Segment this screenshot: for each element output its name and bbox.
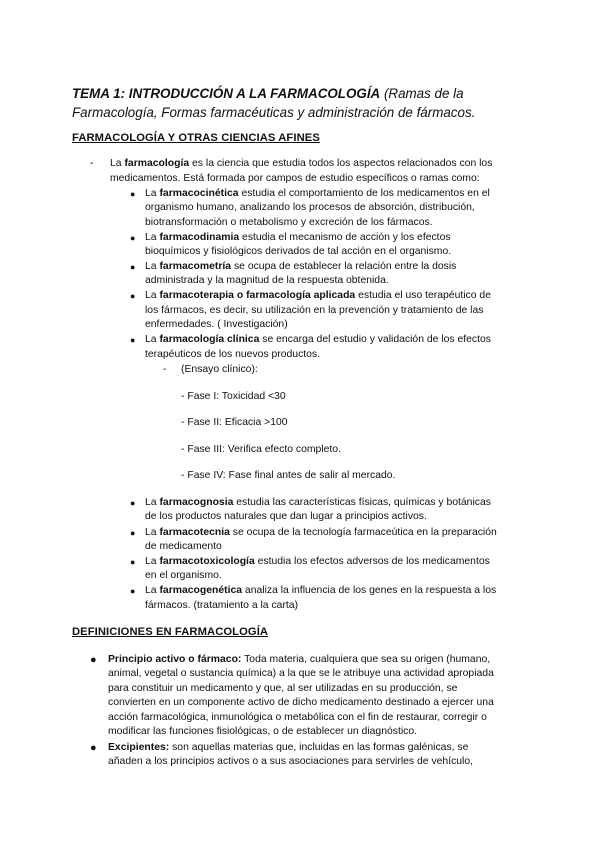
item-line: de medicamento: [145, 541, 222, 552]
term-farmacologia: farmacología: [124, 158, 190, 169]
phase-3: - Fase III: Verifica efecto completo.: [181, 444, 341, 455]
title-subtitle: (Ramas de la Farmacología, Formas farmacéuticas y administración de fármacos.: [72, 86, 476, 120]
item-line: administrada y la magnitud de la respuesta obtenida.: [145, 275, 389, 286]
bullet-dot: ●: [130, 233, 136, 243]
def-principio-activo: Principio activo o fármaco: Toda materia, cualquiera que sea su origen (humano,: [108, 654, 491, 665]
intro-line-1: La farmacología es la ciencia que estudia todos los aspectos relacionados con los: [110, 158, 493, 169]
item-farmacoterapia: La farmacoterapia o farmacología aplicada estudia el uso terapéutico de: [145, 290, 491, 301]
item-line: fármacos. (tratamiento a la carta): [145, 600, 299, 611]
def-line: convierten en un componente activo de dicho medicamento destinado a ejercer una: [108, 697, 494, 708]
item-farmacocinetica: La farmacocinética estudia el comportamiento de los medicamentos en el: [145, 188, 490, 199]
def-line: animal, vegetal o sustancia química) a la que se le atribuye una actividad apropiada: [108, 668, 494, 679]
bullet-dot: ●: [130, 262, 136, 272]
item-line: terapéuticos de los nuevos productos.: [145, 349, 321, 360]
item-line: bioquímicos y fisiológicos derivados de tal acción en el organismo.: [145, 246, 452, 257]
intro-line-2: medicamentos. Está formada por campos de estudio específicos o ramas como:: [110, 173, 480, 184]
item-line: de los productos naturales que dan lugar a principios activos.: [145, 511, 427, 522]
item-farmacodinamia: La farmacodinamia estudia el mecanismo de acción y los efectos: [145, 232, 451, 243]
clinical-trial-label: (Ensayo clínico):: [181, 364, 258, 375]
bullet-dot: ●: [130, 498, 136, 508]
item-line: organismo humano, analizando los procesos de absorción, distribución,: [145, 202, 475, 213]
def-line: añaden a los principios activos o a sus asociaciones para servirles de vehículo,: [108, 756, 474, 767]
bullet-dot: ●: [130, 335, 136, 345]
item-farmacotecnia: La farmacotecnia se ocupa de la tecnología farmaceútica en la preparación: [145, 527, 497, 538]
bullet-dot: ●: [90, 742, 97, 754]
title-main: TEMA 1: INTRODUCCIÓN A LA FARMACOLOGÍA: [72, 86, 381, 101]
item-line: en el organismo.: [145, 570, 222, 581]
item-farmacotoxicologia: La farmacotoxicología estudia los efectos adversos de los medicamentos: [145, 556, 490, 567]
item-line: los fármacos, es decir, su utilización en la prevención y tratamiento de las: [145, 305, 484, 316]
bullet-dot: ●: [90, 654, 97, 666]
def-line: para constituir un medicamento y que, al ser utilizadas en su producción, se: [108, 683, 458, 694]
phase-4: - Fase IV: Fase final antes de salir al mercado.: [181, 470, 396, 481]
def-excipientes: Excipientes: son aquellas materias que, incluidas en las formas galénicas, se: [108, 742, 469, 753]
def-line: modificar las funciones fisiológicas, o de establecer un diagnóstico.: [108, 726, 418, 737]
item-farmacometria: La farmacometría se ocupa de establecer la relación entre la dosis: [145, 261, 457, 272]
section-heading-definiciones: DEFINICIONES EN FARMACOLOGÍA: [72, 626, 269, 638]
item-line: enfermedades. ( Investigación): [145, 319, 288, 330]
bullet-dot: ●: [130, 291, 136, 301]
item-farmacologia-clinica: La farmacología clínica se encarga del estudio y validación de los efectos: [145, 334, 491, 345]
item-farmacognosia: La farmacognosia estudia las características físicas, químicas y botánicas: [145, 497, 491, 508]
section-heading-farmacologia: FARMACOLOGÍA Y OTRAS CIENCIAS AFINES: [72, 132, 320, 144]
def-line: acción farmacológica, inmunológica o metabólica con el fin de restaurar, corregir o: [108, 712, 487, 723]
dash-bullet: -: [90, 158, 94, 169]
item-line: biotransformación o metabolismo y excreción de los fármacos.: [145, 217, 433, 228]
phase-2: - Fase II: Eficacia >100: [181, 417, 288, 428]
bullet-dot: ●: [130, 586, 136, 596]
bullet-dot: ●: [130, 557, 136, 567]
document-title: [72, 84, 542, 122]
bullet-dot: ●: [130, 528, 136, 538]
dash-bullet: -: [163, 364, 167, 375]
phase-1: - Fase I: Toxicidad <30: [181, 391, 286, 402]
bullet-dot: ●: [130, 189, 136, 199]
item-farmacogenetica: La farmacogenética analiza la influencia de los genes en la respuesta a los: [145, 585, 497, 596]
